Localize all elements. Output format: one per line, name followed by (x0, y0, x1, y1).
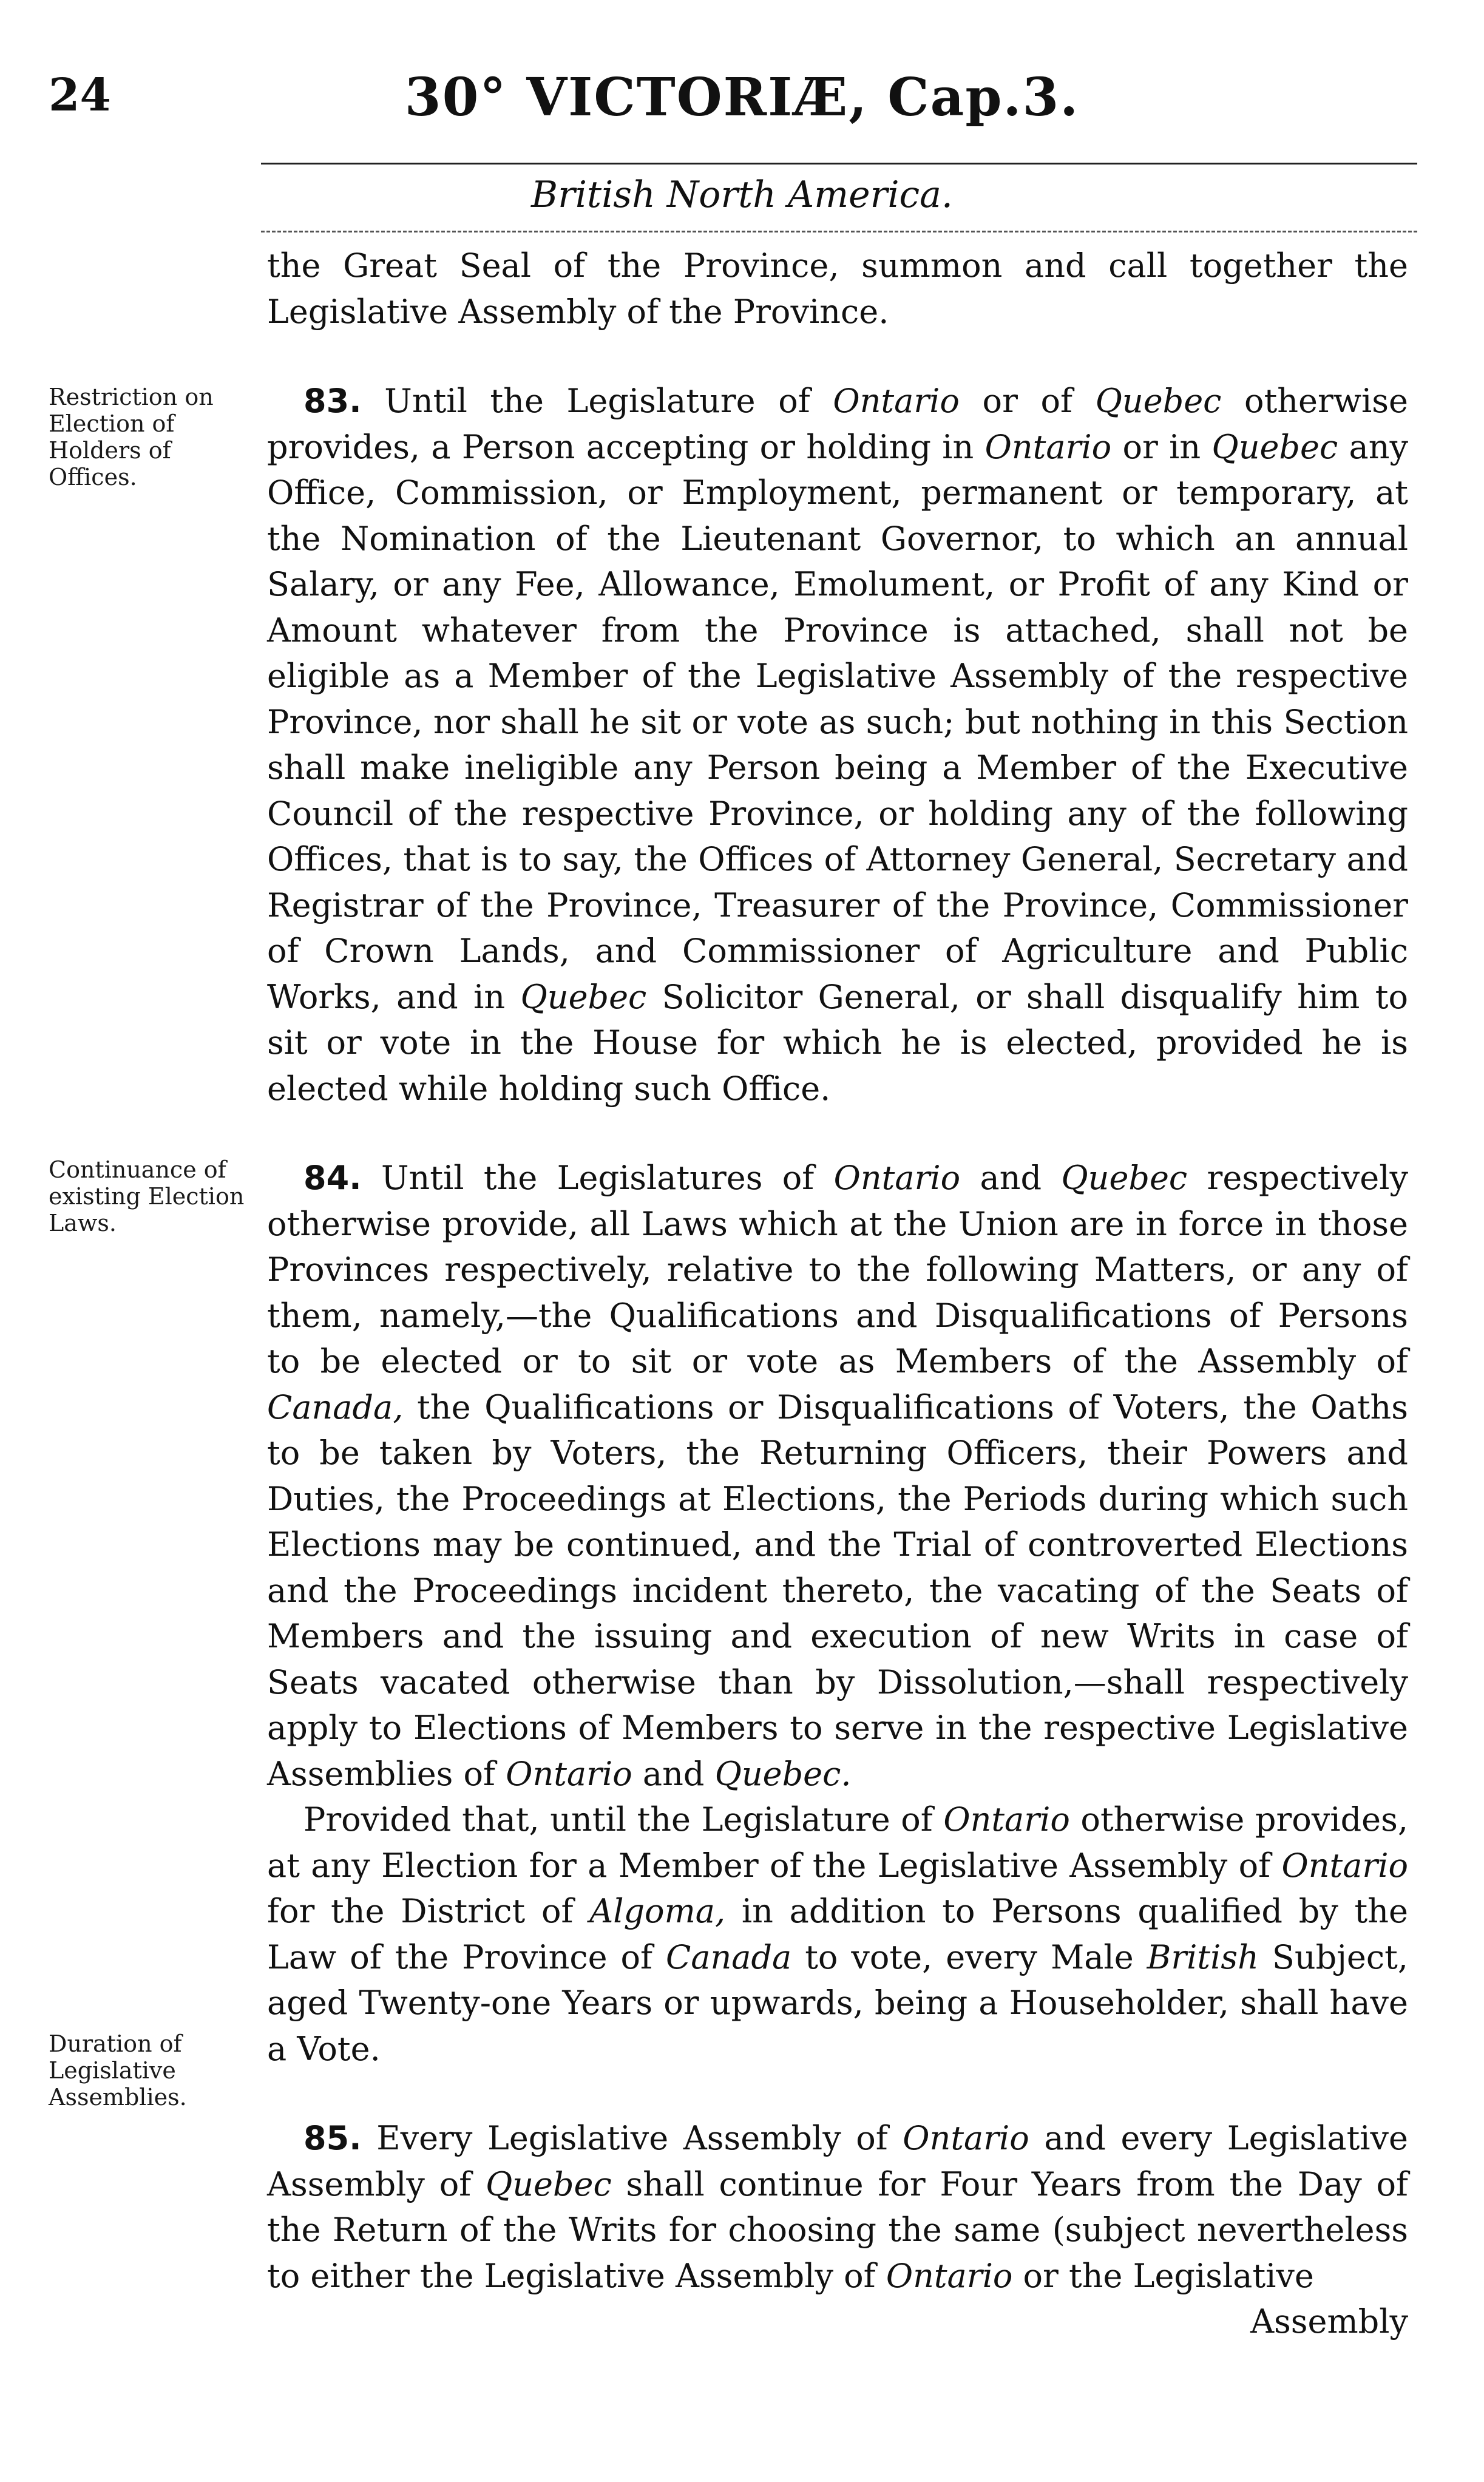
section-83-paragraph: 83. Until the Legislature of Ontario or of Quebec otherwise provides, a Person accepting or holding in Ontario or in Quebec any Office, Commission, or Employment, permanent or temporary, at the Nomination of the Lieutenant Governor, to which an annual Salary, or any Fee, Allowance, Emolument, or Profit of any Kind or Amount whatever from the Province is attached, shall not be eligible as a Member of the Legislative Assembly of the respective Province, nor shall he sit or vote as such; but nothing in this Section shall make ineligible any Person being a Member of the Executive Council of the respective Province, or holding any of the following Offices, that is to say, the Offices of Attorney General, Secretary and Registrar of the Province, Treasurer of the Province, Commissioner of Crown Lands, and Commissioner of Agriculture and Public Works, and in Quebec Solicitor General, or shall disqualify him to sit or vote in the House for which he is elected, provided he is elected while holding such Office. (267, 382, 1408, 1108)
section-84-number: 84. (303, 1159, 362, 1197)
margin-note-section-84: Continuance of existing Election Laws. (49, 1156, 245, 1236)
header-rule-bottom (261, 231, 1417, 232)
running-head-subtitle: British North America. (531, 174, 953, 216)
catchword: Assembly (1250, 2302, 1408, 2341)
margin-note-section-83: Restriction on Election of Holders of Offices. (49, 384, 214, 490)
header-rule-top (261, 163, 1417, 164)
section-85-paragraph: 85. Every Legislative Assembly of Ontario and every Legislative Assembly of Quebec shall continue for Four Years from the Day of the Return of the Writs for choosing the same (subject nevertheless to either the Legislative Assembly of Ontario or the Legislative (267, 2119, 1409, 2295)
running-head-title: 30° VICTORIÆ, Cap.3. (404, 67, 1080, 128)
section-85-number: 85. (303, 2119, 362, 2157)
page-number: 24 (49, 69, 111, 121)
section-84-proviso-paragraph: Provided that, until the Legislature of Ontario otherwise provides, at any Election for a Member of the Legislative Assembly of Ontario for the District of Algoma, in addition to Persons qualified by the Law of the Province of Canada to vote, every Male British Subject, aged Twenty-one Years or upwards, being a Householder, shall have a Vote. (267, 1800, 1408, 2068)
main-text-column (267, 243, 1408, 2345)
margin-note-section-85: Duration of Legislative Assemblies. (49, 2030, 187, 2111)
section-84-paragraph: 84. Until the Legislatures of Ontario and Quebec respectively otherwise provide, all Laws which at the Union are in force in those Provinces respectively, relative to the following Matters, or any of them, namely,—the Qualifications and Disqualifications of Persons to be elected or to sit or vote as Members of the Assembly of Canada, the Qualifications or Disqualifications of Voters, the Oaths to be taken by Voters, the Returning Officers, their Powers and Duties, the Proceedings at Elections, the Periods during which such Elections may be continued, and the Trial of controverted Elections and the Proceedings incident thereto, the vacating of the Seats of Members and the issuing and execution of new Writs in case of Seats vacated otherwise than by Dissolution,—shall respectively apply to Elections of Members to serve in the respective Legislative Assemblies of Ontario and Quebec. (267, 1159, 1408, 1793)
section-83-number: 83. (303, 382, 362, 420)
continuation-paragraph: the Great Seal of the Province, summon and call together the Legislative Assembly of the Province. (267, 246, 1408, 331)
